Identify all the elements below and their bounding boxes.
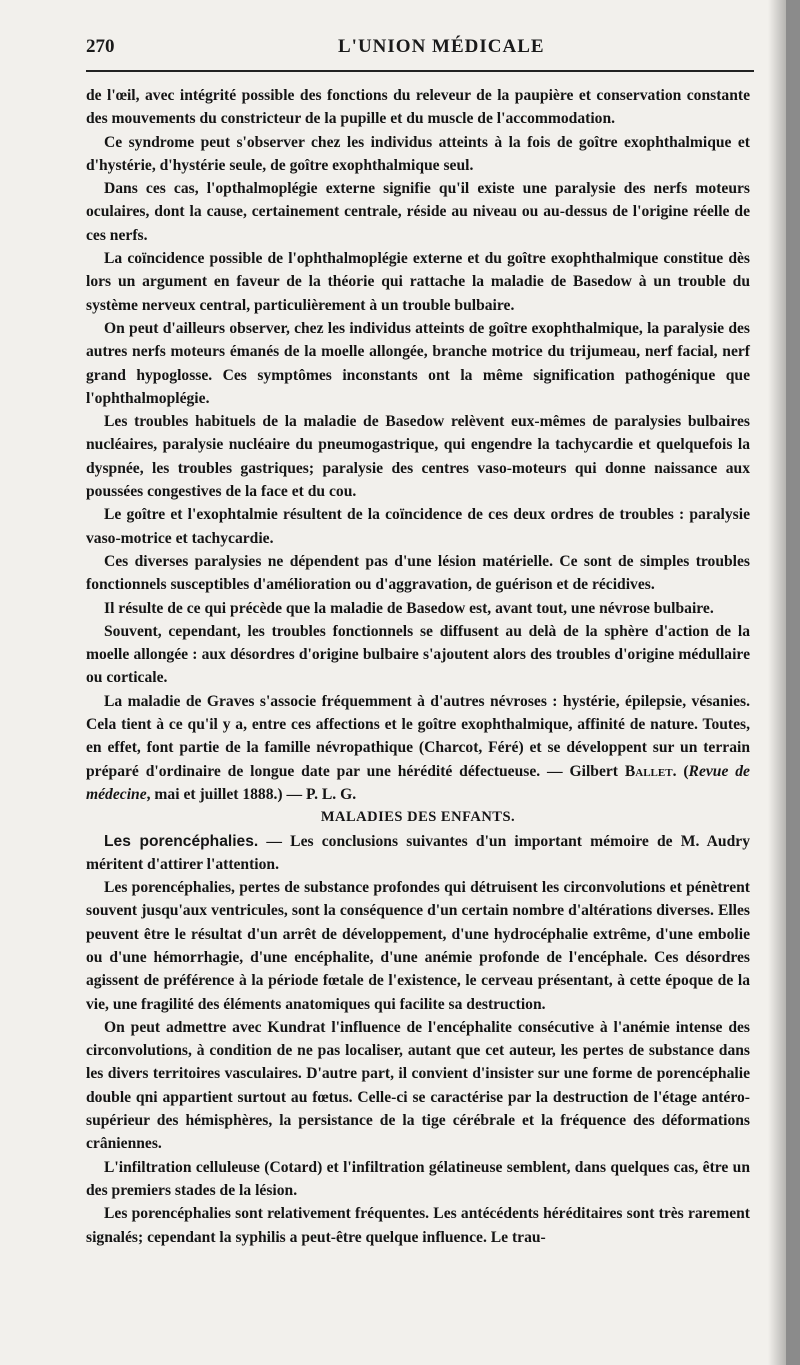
page-header — [86, 30, 756, 62]
paragraph: de l'œil, avec intégrité possible des fonctions du releveur de la paupière et conservation constante des mouvements du constricteur de la pupille et du muscle de l'accommodation. — [86, 87, 750, 128]
paragraph: Le goître et l'exophtalmie résultent de la coïncidence de ces deux ordres de troubles : paralysie vaso-motrice et tachycardie. — [86, 506, 750, 547]
header-rule — [86, 70, 754, 72]
section-heading: MALADIES DES ENFANTS. — [320, 809, 516, 826]
citation-date: , mai et juillet 1888.) — P. L. G. — [146, 785, 357, 803]
paragraph: Ce syndrome peut s'observer chez les individus atteints à la fois de goître exophthalmique et d'hystérie, d'hystérie seule, de goître exophthalmique seul. — [86, 133, 750, 174]
paragraph: Dans ces cas, l'opthalmoplégie externe signifie qu'il existe une paralysie des nerfs moteurs oculaires, dont la cause, certainement centrale, réside au niveau ou au-dessus de l'origine réelle de ces nerfs. — [86, 180, 750, 244]
paragraph: Les porencéphalies sont relativement fréquentes. Les antécédents héréditaires sont très rarement signalés; cependant la syphilis a peut-être quelque influence. Le trau- — [86, 1205, 750, 1246]
paragraph: Souvent, cependant, les troubles fonctionnels se diffusent au delà de la sphère d'action de la moelle allongée : aux désordres d'origine bulbaire s'ajoutent alors des troubles d'origine médullaire ou corticale. — [86, 622, 750, 687]
paragraph: L'infiltration celluleuse (Cotard) et l'infiltration gélatineuse semblent, dans quelques cas, être un des premiers stades de la lésion. — [86, 1158, 750, 1199]
page-number: 270 — [86, 36, 115, 57]
paragraph: On peut d'ailleurs observer, chez les individus atteints de goître exophthalmique, la paralysie des autres nerfs moteurs émanés de la moelle allongée, branche motrice du trijumeau, nerf facial, nerf grand hypoglosse. Ces symptômes inconstants ont la même signification pathogénique que l'ophthalmoplégie. — [86, 319, 750, 407]
paragraph: Les troubles habituels de la maladie de Basedow relèvent eux-mêmes de paralysies bulbaires nucléaires, paralysie nucléaire du pneumogastrique, qui engendre la tachycardie et quelquefois la dyspnée, les troubles gastriques; paralysie des centres vaso-moteurs qui donne naissance aux poussées congestives de la face et du cou. — [86, 413, 750, 501]
citation-paragraph: La maladie de Graves s'associe fréquemment à d'autres névroses : hystérie, épilepsie, vésanies. Cela tient à ce qu'il y a, entre ces affections et le goître exophthalmique, affinité de nature. Toutes, en effet, font partie de la famille névropathique (Charcot, Féré) et se développent sur un terrain préparé d'ordinaire de longue date par une hérédité défectueuse. — Gilbert Ballet. (Revue de médecine, mai et juillet 1888.) — P. L. G. — [86, 692, 750, 803]
section-lead-paragraph — [86, 830, 750, 877]
paragraph: Les porencéphalies, pertes de substance profondes qui détruisent les circonvolutions et pénètrent souvent jusqu'aux ventricules, sont la conséquence d'un certain nombre d'altérations diverses. Elles peuvent être le résultat d'un arrêt de développement, d'une hydrocéphalie extrême, d'une embolie ou d'une hémorrhagie, d'une encéphalite, d'une anémie profonde de l'encéphale. Ces désordres agissent de préférence à la période fœtale de l'existence, le cerveau présentant, à cette époque de la vie, une fragilité des éléments anatomiques qui facilite sa destruction. — [86, 879, 750, 1013]
run-in-title: Les porencéphalies. — [104, 832, 259, 850]
running-title: L'UNION MÉDICALE — [338, 36, 545, 57]
citation-journal: Revue de médecine — [86, 762, 750, 803]
paragraph: La coïncidence possible de l'ophthalmoplégie externe et du goître exophthalmique constitue dès lors un argument en faveur de la théorie qui rattache la maladie de Basedow à un trouble du système nerveux central, particulièrement à un trouble bulbaire. — [86, 250, 750, 314]
body-text — [86, 84, 750, 1249]
paragraph-text: La maladie de Graves s'associe fréquemment à d'autres névroses : hystérie, épilepsie, vésanies. Cela tient à ce qu'il y a, entre ces affections et le goître exophthalmique, affinité de nature. Toutes, en effet, font partie de la famille névropathique (Charcot, Féré) et se développent sur un terrain préparé d'ordinaire de longue date par une hérédité défectueuse. — Gilbert — [86, 692, 750, 780]
citation-author: Ballet — [624, 762, 673, 780]
paragraph: Il résulte de ce qui précède que la maladie de Basedow est, avant tout, une névrose bulbaire. — [104, 599, 714, 617]
paragraph: On peut admettre avec Kundrat l'influence de l'encéphalite consécutive à l'anémie intense des circonvolutions, à condition de ne pas localiser, autant que cet auteur, les pertes de substance dans les divers territoires vasculaires. D'autre part, il convient d'insister sur une forme de porencéphalie double qni appartient surtout au fœtus. Celle-ci se caractérise par la destruction de l'étage antéro-supérieur des hémisphères, la persistance de la tige cérébrale et la fréquence des déformations crâniennes. — [86, 1018, 750, 1153]
lead-text: — Les conclusions suivantes d'un important mémoire de M. Audry méritent d'attirer l'attention. — [86, 832, 750, 873]
paragraph: Ces diverses paralysies ne dépendent pas d'une lésion matérielle. Ce sont de simples troubles fonctionnels susceptibles d'amélioration ou d'aggravation, de guérison et de récidives. — [86, 552, 750, 594]
